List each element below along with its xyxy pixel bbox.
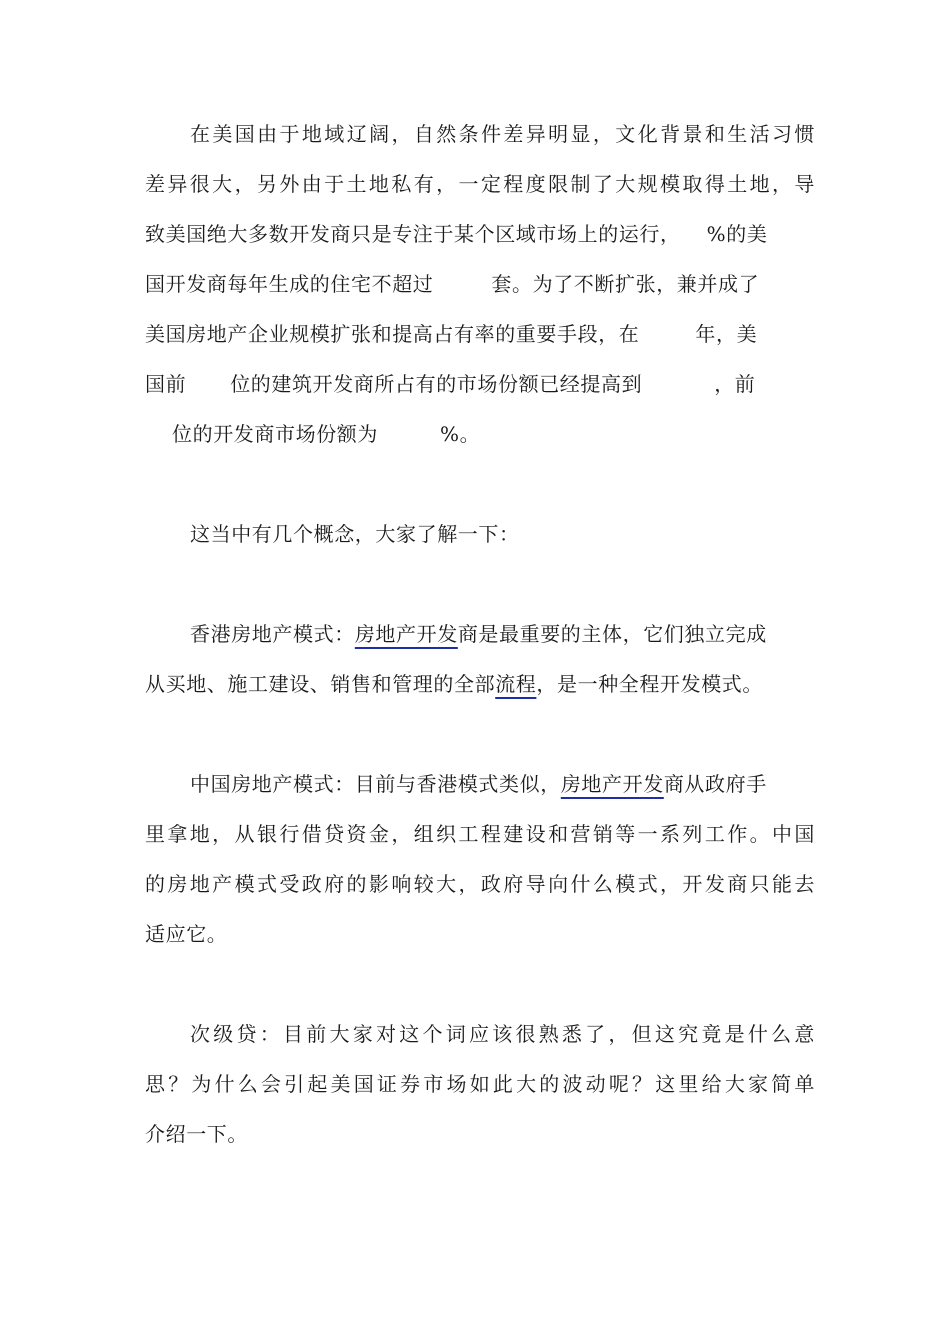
paragraph-1-line-2: 差异很大，另外由于土地私有，一定程度限制了大规模取得土地，导 (145, 172, 815, 196)
paragraph-3-line-2-text-b: ，是一种全程开发模式。 (536, 672, 764, 696)
paragraph-4-line-1-text: 商从政府手 (663, 772, 767, 796)
paragraph-5-line-3: 介绍一下。 (145, 1122, 248, 1146)
paragraph-1-line-6-text: 国前 (145, 372, 187, 396)
paragraph-1-line-7-text-b: %。 (440, 422, 481, 446)
paragraph-3-line-1 (190, 618, 815, 650)
paragraph-1-line-4 (145, 268, 815, 300)
paragraph-1-line-6-text-b: 位的建筑开发商所占有的市场份额已经提高到 (230, 372, 643, 396)
paragraph-1-line-3 (145, 218, 815, 250)
paragraph-3-heading: 香港房地产模式： (190, 622, 355, 646)
paragraph-3-line-1-text: 商是最重要的主体，它们独立完成 (457, 622, 767, 646)
paragraph-5-line-2: 思？为什么会引起美国证券市场如此大的波动呢？这里给大家简单 (145, 1072, 815, 1096)
paragraph-5-line-1: 次级贷：目前大家对这个词应该很熟悉了，但这究竟是什么意 (190, 1022, 815, 1046)
paragraph-4-heading: 中国房地产模式：目前与香港模式类似， (190, 772, 561, 796)
real-estate-development-link[interactable]: 房地产开发 (354, 622, 458, 646)
paragraph-1-line-3-text: 致美国绝大多数开发商只是专注于某个区域市场上的运行， (145, 222, 681, 246)
paragraph-4-line-4: 适应它。 (145, 922, 228, 946)
paragraph-4-line-3: 的房地产模式受政府的影响较大，政府导向什么模式，开发商只能去 (145, 872, 815, 896)
paragraph-3-line-2 (145, 668, 815, 700)
paragraph-2-line-1: 这当中有几个概念，大家了解一下： (190, 522, 520, 546)
paragraph-1-line-6-text-c: ，前 (714, 372, 756, 396)
paragraph-1-line-1: 在美国由于地域辽阔，自然条件差异明显，文化背景和生活习惯 (190, 122, 815, 146)
process-link[interactable]: 流程 (495, 672, 537, 696)
paragraph-1-line-5-text: 美国房地产企业规模扩张和提高占有率的重要手段，在 (145, 322, 640, 346)
paragraph-1-line-7 (172, 418, 842, 450)
paragraph-1-line-4-text-b: 套。为了不断扩张，兼并成了 (491, 272, 760, 296)
paragraph-1-line-5 (145, 318, 815, 350)
paragraph-1-line-7-text: 位的开发商市场份额为 (172, 422, 378, 446)
paragraph-3-line-2-text: 从买地、施工建设、销售和管理的全部 (145, 672, 496, 696)
paragraph-4-line-2: 里拿地，从银行借贷资金，组织工程建设和营销等一系列工作。中国 (145, 822, 815, 846)
paragraph-1-line-3-percent: %的美 (706, 222, 768, 246)
paragraph-1-line-5-text-b: 年，美 (695, 322, 758, 346)
paragraph-1-line-6 (145, 368, 815, 400)
paragraph-1-line-4-text: 国开发商每年生成的住宅不超过 (145, 272, 434, 296)
paragraph-4-line-1 (190, 768, 815, 800)
real-estate-development-link-2[interactable]: 房地产开发 (560, 772, 664, 796)
